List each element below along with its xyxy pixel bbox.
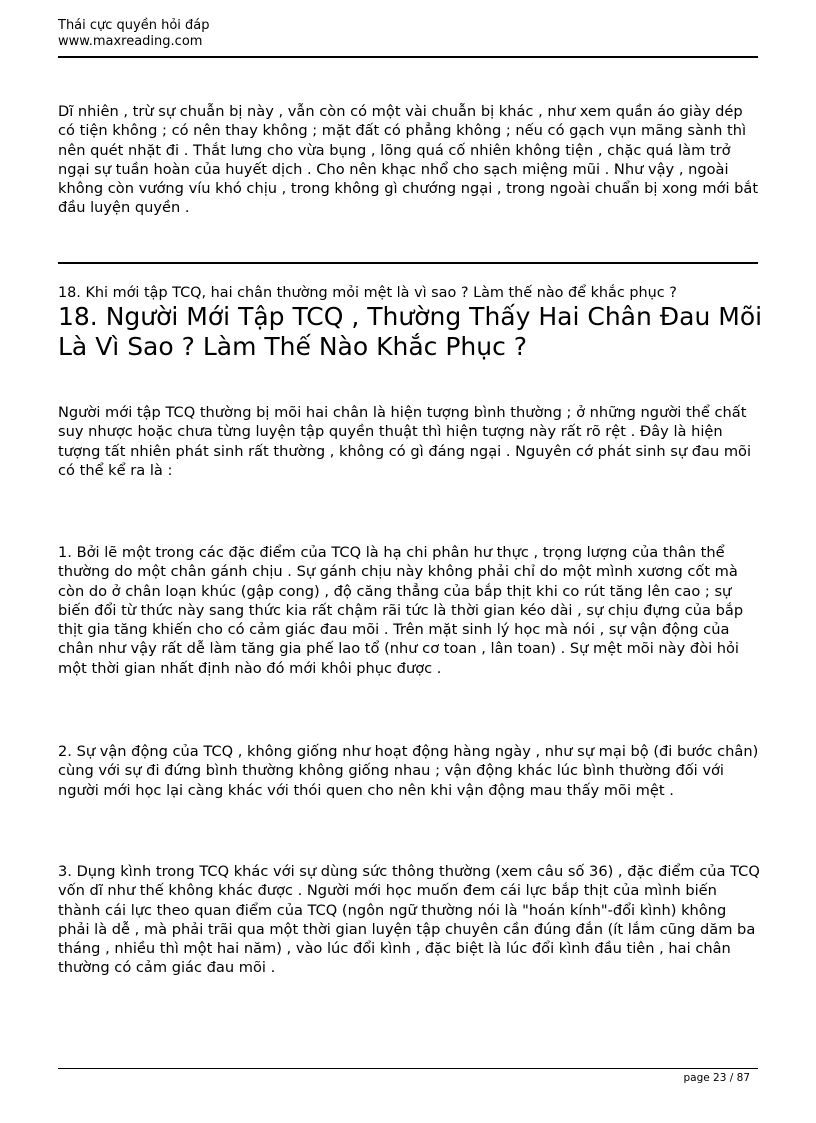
page-number: page 23 / 87 [683,1072,750,1084]
body-paragraph-4: 3. Dụng kình trong TCQ khác với sự dùng sức thông thường (xem câu số 36) , đặc điểm của TCQ vốn dĩ như thế không khác được . Người mới học muốn đem cái lực bắp thịt của mình biến thành cái lực theo quan điểm của TCQ (ngôn ngữ thường nói là "hoán kính"-đổi kình) không phải là dễ , mà phải trãi qua một thời gian luyện tập chuyên cần đúng đắn (ít lắm cũng dăm ba tháng , nhiều thì một hai năm) , vào lúc đổi kình , đặc biệt là lúc đổi kình đầu tiên , hai chân thường có cảm giác đau mõi . [58,863,760,977]
header-url: www.maxreading.com [58,34,203,49]
page-header [58,18,210,50]
section-divider [58,262,758,264]
section-title: 18. Người Mới Tập TCQ , Thường Thấy Hai Chân Đau Mõi Là Vì Sao ? Làm Thế Nào Khắc Phục ? [58,302,763,361]
header-rule [58,56,758,58]
body-paragraph-1: Người mới tập TCQ thường bị mõi hai chân là hiện tượng bình thường ; ở những người thể chất suy nhược hoặc chưa từng luyện tập quyền thuật thì hiện tượng này rất rõ rệt . Đây là hiện tượng tất nhiên phát sinh rất thường , không có gì đáng ngại . Nguyên cớ phát sinh sự đau mõi có thể kể ra là : [58,404,752,479]
header-title: Thái cực quyền hỏi đáp [58,18,210,33]
footer-rule [58,1068,758,1069]
intro-paragraph: Dĩ nhiên , trừ sự chuẫn bị này , vẫn còn có một vài chuẫn bị khác , như xem quần áo giày dép có tiện không ; có nên thay không ; mặt đất có phẳng không ; nếu có gạch vụn mãng sành thì nên quét nhặt đi . Thắt lưng cho vừa bụng , lõng quá cố nhiên không tiện , chặc quá làm trở ngại sự tuần hoàn của huyết dịch . Cho nên khạc nhổ cho sạch miệng mũi . Như vậy , ngoài không còn vướng víu khó chịu , trong không gì chướng ngại , trong ngoài chuẩn bị xong mới bắt đầu luyện quyền . [58,103,759,217]
body-paragraph-2: 1. Bởi lẽ một trong các đặc điểm của TCQ là hạ chi phân hư thực , trọng lượng của thân thể thường do một chân gánh chịu . Sự gánh chịu này không phải chỉ do một mình xương cốt mà còn do ở chân loạn khúc (gập cong) , độ căng thẳng của bắp thịt khi co rút tăng lên cao ; sự biến đổi từ thức này sang thức kia rất chậm rãi tức là thời gian kéo dài , sự chịu đựng của bắp thịt gia tăng khiến cho có cảm giác đau mõi . Trên mặt sinh lý học mà nói , sự vận động của chân như vậy rất dễ làm tăng gia phế lao tổ (như cơ toan , lân toan) . Sự mệt mõi này đòi hỏi một thời gian nhất định nào đó mới khôi phục được . [58,544,744,677]
question-line: 18. Khi mới tập TCQ, hai chân thường mỏi mệt là vì sao ? Làm thế nào để khắc phục ? [58,285,677,301]
body-paragraph-3: 2. Sự vận động của TCQ , không giống như hoạt động hàng ngày , như sự mại bộ (đi bước chân) cùng với sự đi đứng bình thường không giống nhau ; vận động khác lúc bình thường đối với người mới học lại càng khác với thói quen cho nên khi vận động mau thấy mõi mệt . [58,743,759,799]
